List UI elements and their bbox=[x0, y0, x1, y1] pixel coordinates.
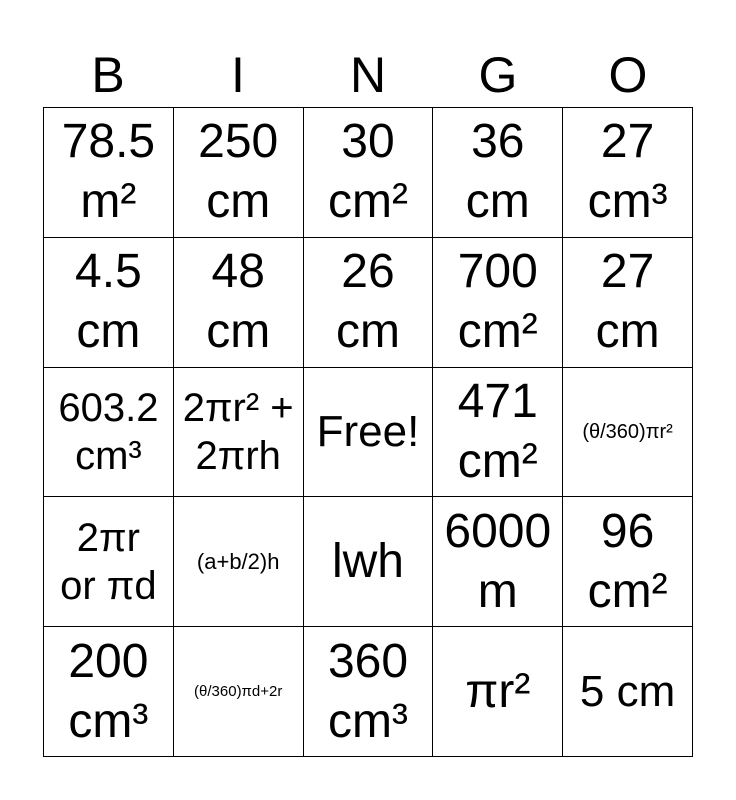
bingo-header bbox=[43, 44, 693, 106]
bingo-cell-r3-c1[interactable]: (a+b/2)h bbox=[174, 497, 304, 627]
bingo-cell-r0-c1[interactable]: 250 cm bbox=[174, 108, 304, 238]
bingo-cell-r3-c3[interactable]: 6000 m bbox=[433, 497, 563, 627]
bingo-cell-r1-c2[interactable]: 26 cm bbox=[304, 238, 434, 368]
bingo-cell-r2-c3[interactable]: 471 cm² bbox=[433, 368, 563, 498]
bingo-cell-r1-c4[interactable]: 27 cm bbox=[563, 238, 693, 368]
bingo-cell-r2-c1[interactable]: 2πr² + 2πrh bbox=[174, 368, 304, 498]
bingo-cell-r0-c3[interactable]: 36 cm bbox=[433, 108, 563, 238]
header-letter-n: N bbox=[349, 47, 387, 103]
bingo-cell-r3-c4[interactable]: 96 cm² bbox=[563, 497, 693, 627]
bingo-cell-r0-c2[interactable]: 30 cm² bbox=[304, 108, 434, 238]
header-letter-g: G bbox=[478, 47, 518, 103]
bingo-cell-r4-c0[interactable]: 200 cm³ bbox=[44, 627, 174, 757]
bingo-cell-r2-c0[interactable]: 603.2 cm³ bbox=[44, 368, 174, 498]
bingo-cell-r1-c1[interactable]: 48 cm bbox=[174, 238, 304, 368]
bingo-cell-r1-c0[interactable]: 4.5 cm bbox=[44, 238, 174, 368]
bingo-cell-r4-c2[interactable]: 360 cm³ bbox=[304, 627, 434, 757]
bingo-cell-free[interactable]: Free! bbox=[304, 368, 434, 498]
bingo-card bbox=[43, 107, 693, 757]
bingo-cell-r0-c0[interactable]: 78.5 m² bbox=[44, 108, 174, 238]
bingo-cell-r4-c1[interactable]: (θ/360)πd+2r bbox=[174, 627, 304, 757]
bingo-cell-r4-c4[interactable]: 5 cm bbox=[563, 627, 693, 757]
bingo-cell-r0-c4[interactable]: 27 cm³ bbox=[563, 108, 693, 238]
bingo-cell-r1-c3[interactable]: 700 cm² bbox=[433, 238, 563, 368]
bingo-cell-r2-c4[interactable]: (θ/360)πr² bbox=[563, 368, 693, 498]
header-letter-b: B bbox=[91, 47, 125, 103]
header-letter-o: O bbox=[608, 47, 648, 103]
header-letter-i: I bbox=[231, 47, 245, 103]
bingo-cell-r4-c3[interactable]: πr² bbox=[433, 627, 563, 757]
bingo-cell-r3-c2[interactable]: lwh bbox=[304, 497, 434, 627]
bingo-cell-r3-c0[interactable]: 2πr or πd bbox=[44, 497, 174, 627]
